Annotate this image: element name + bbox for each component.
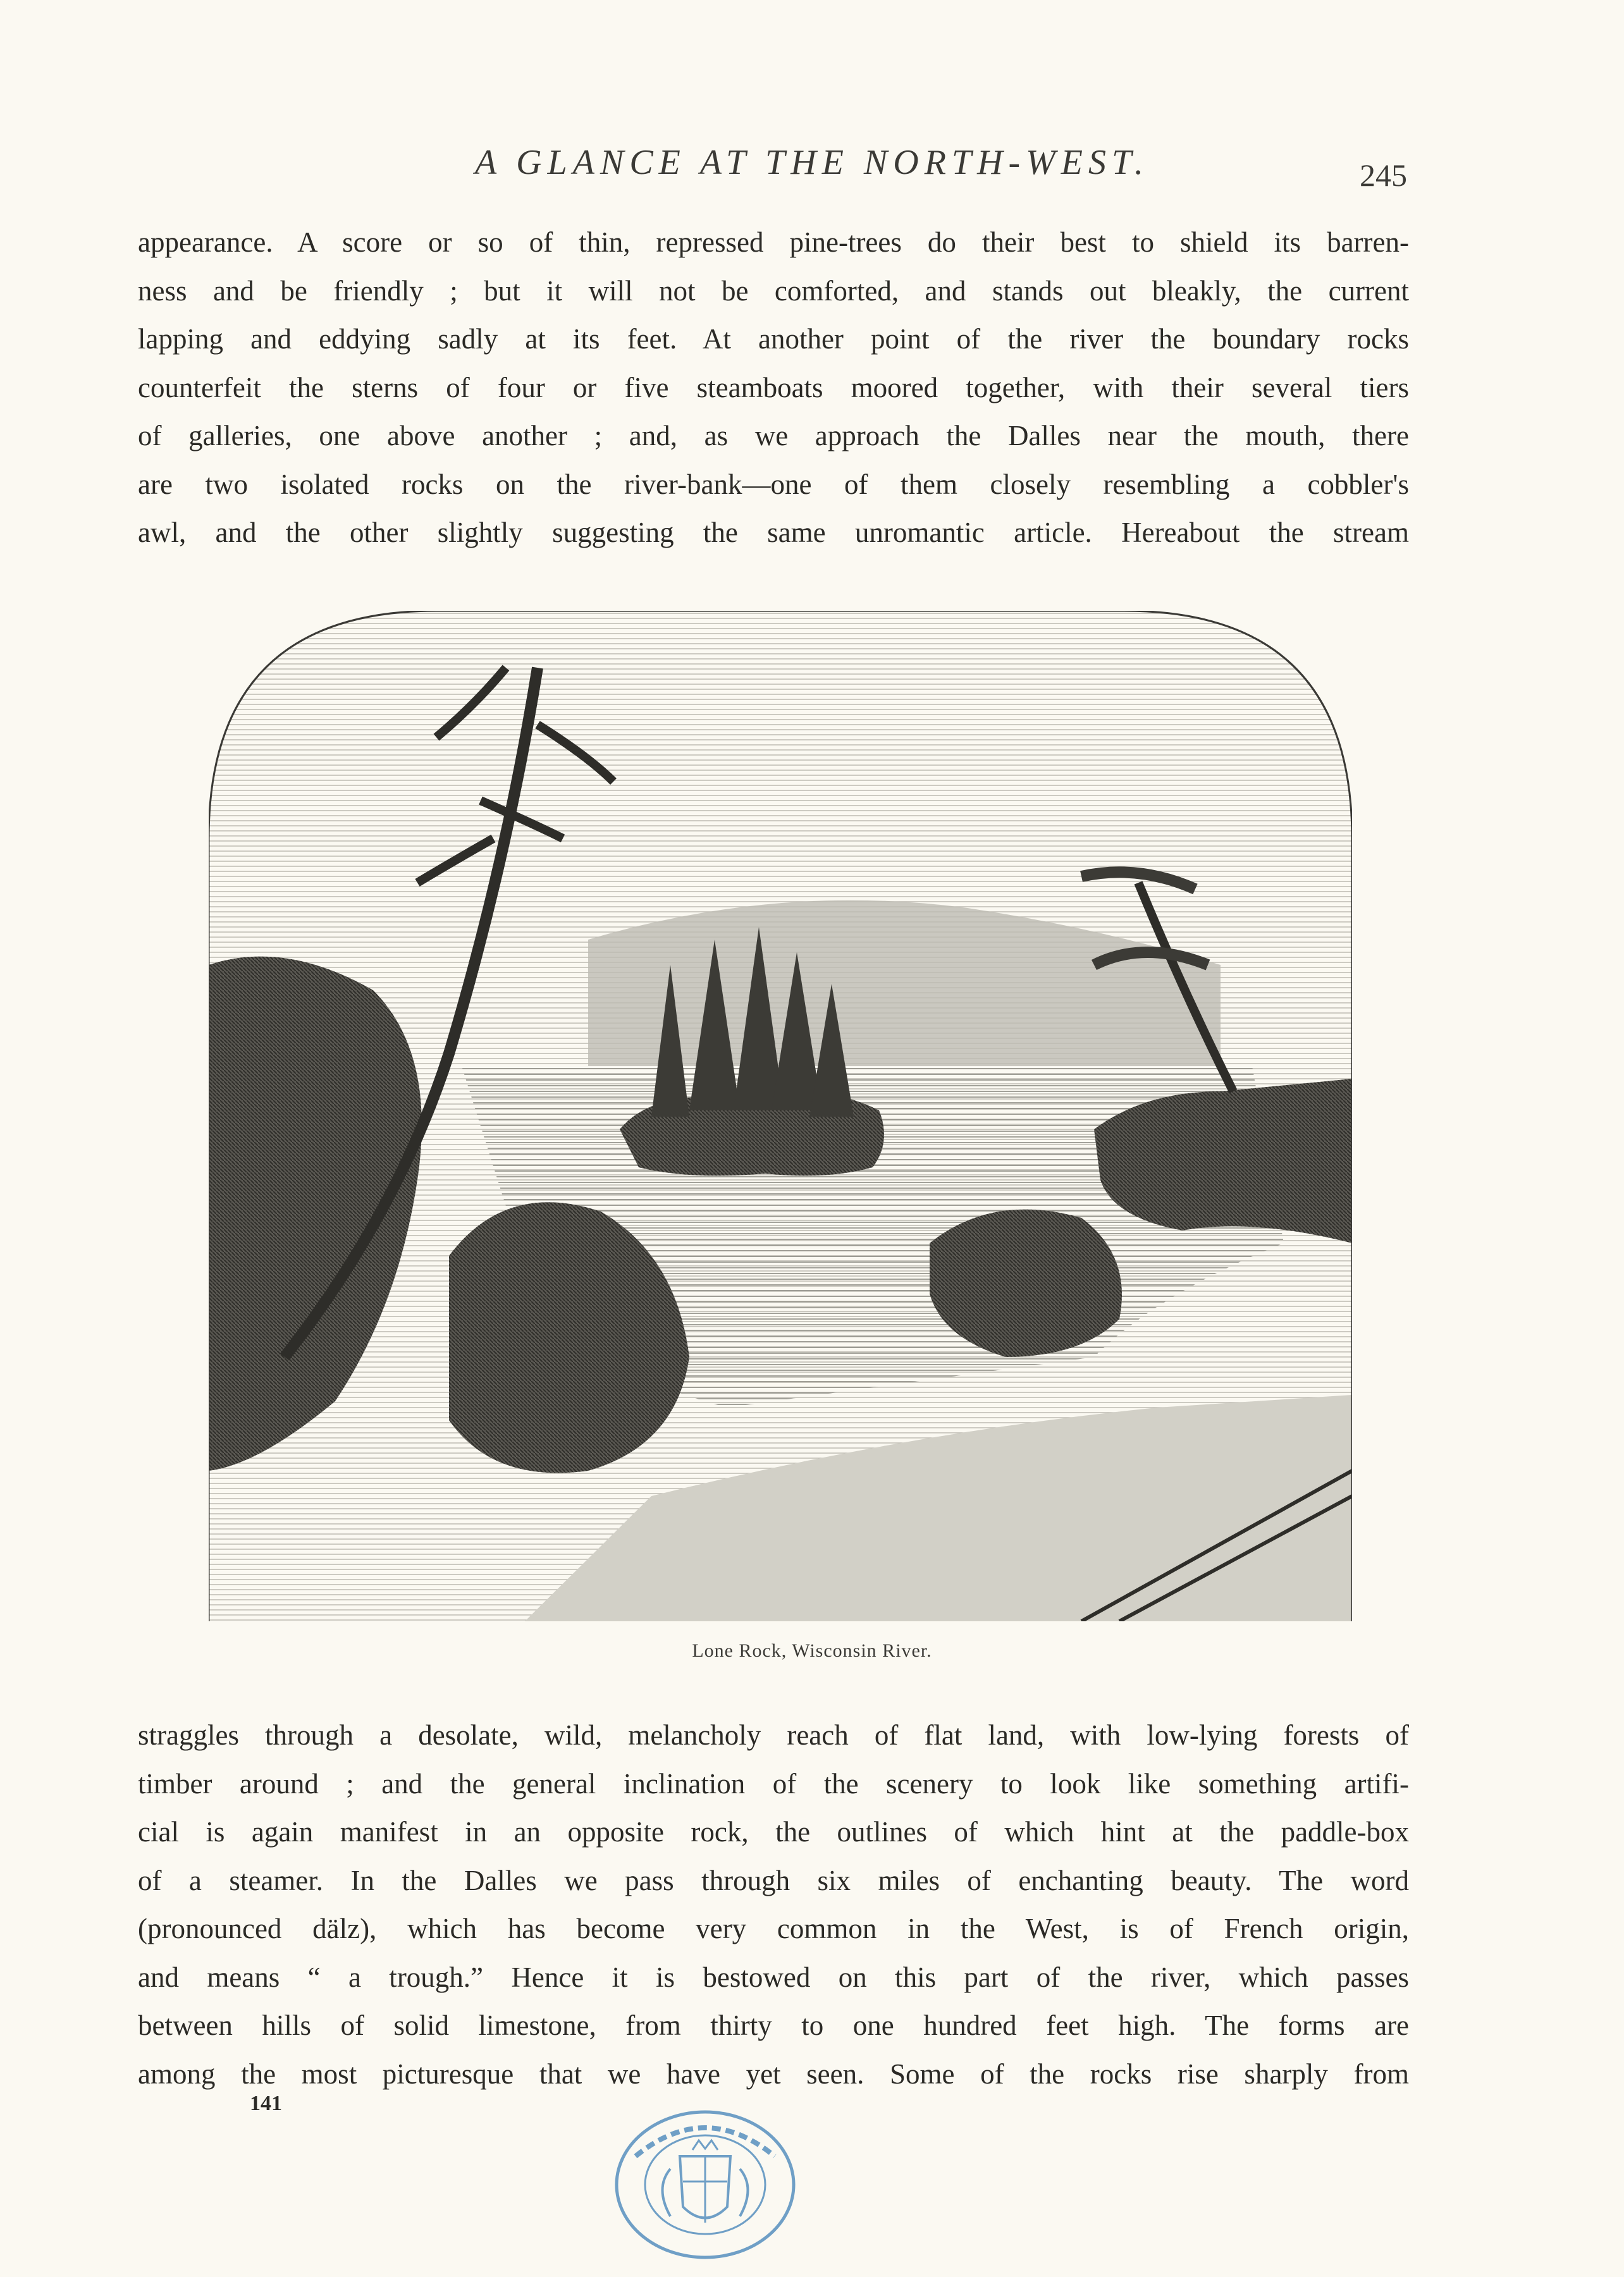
text-line: cial is again manifest in an opposite rock, the outlines of which hint at the paddle-box <box>138 1816 1409 1848</box>
text-line: lapping and eddying sadly at its feet. At another point of the river the boundary rocks <box>138 323 1409 355</box>
page-number: 245 <box>1360 157 1407 193</box>
signature-mark: 141 <box>250 2092 282 2115</box>
text-line: (pronounced dälz), which has become very common in the West, is of French origin, <box>138 1913 1409 1944</box>
text-line: between hills of solid limestone, from thirty to one hundred feet high. The forms are <box>138 2010 1409 2041</box>
text-line: of a steamer. In the Dalles we pass through six miles of enchanting beauty. The word <box>138 1864 1409 1896</box>
text-line: and means “ a trough.” Hence it is bestowed on this part of the river, which passes <box>138 1961 1409 1993</box>
engraving-illustration <box>209 611 1352 1621</box>
running-title: A GLANCE AT THE NORTH-WEST. <box>474 143 1150 182</box>
text-line: appearance. A score or so of thin, repressed pine-trees do their best to shield its barren- <box>138 226 1409 258</box>
text-line: ness and be friendly ; but it will not be comforted, and stands out bleakly, the current <box>138 274 1409 307</box>
paragraph-top <box>138 218 1409 557</box>
text-line: among the most picturesque that we have yet seen. Some of the rocks rise sharply from <box>138 2058 1409 2090</box>
text-line: of galleries, one above another ; and, as we approach the Dalles near the mouth, there <box>138 420 1409 451</box>
text-line: timber around ; and the general inclination of the scenery to look like something artifi- <box>138 1767 1409 1800</box>
text-line: are two isolated rocks on the river-bank—one of them closely resembling a cobbler's <box>138 468 1409 500</box>
text-line: straggles through a desolate, wild, melancholy reach of flat land, with low-lying forests of <box>138 1719 1409 1751</box>
library-stamp <box>610 2106 800 2264</box>
text-line: counterfeit the sterns of four or five steamboats moored together, with their several tiers <box>138 371 1409 403</box>
text-line: awl, and the other slightly suggesting the same unromantic article. Hereabout the stream <box>138 517 1409 548</box>
illustration-caption: Lone Rock, Wisconsin River. <box>692 1640 932 1661</box>
paragraph-bottom <box>138 1711 1409 2098</box>
